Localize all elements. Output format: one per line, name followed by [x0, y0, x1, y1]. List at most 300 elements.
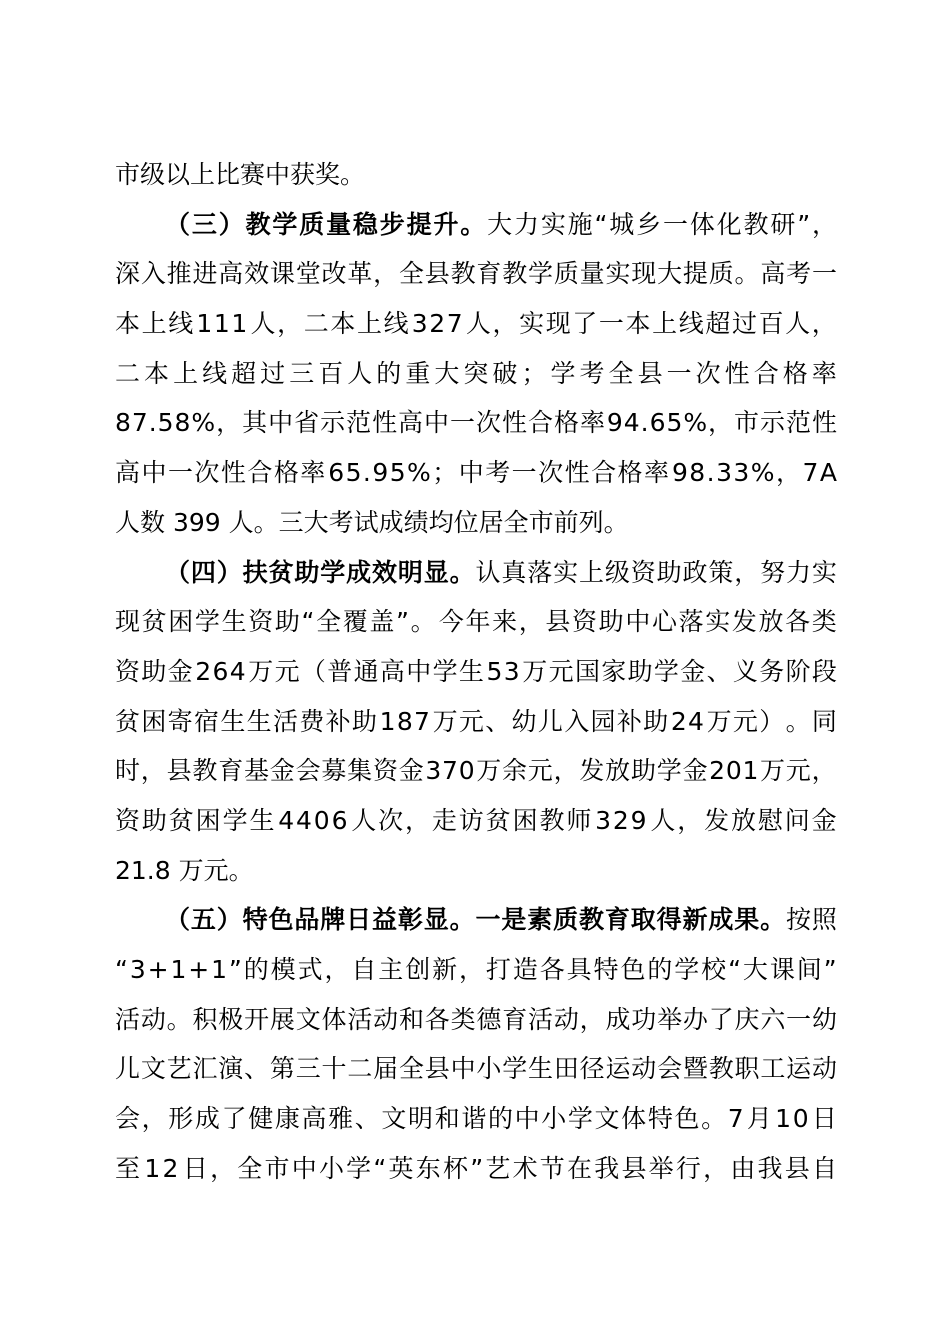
bold-heading-text-char: 显	[423, 905, 449, 935]
body-text-char: 7	[414, 706, 430, 736]
body-text-char: 格	[273, 458, 299, 488]
body-text-char: 市	[734, 408, 760, 438]
body-text-char: 动	[553, 1004, 579, 1034]
body-text-char: 量	[579, 259, 605, 289]
body-text-char: 文	[381, 1104, 407, 1134]
bold-heading-text-char: 升	[433, 209, 459, 239]
body-text-char: ”	[470, 1153, 484, 1183]
bold-heading-text-char: 日	[346, 905, 372, 935]
body-text-char: %	[750, 458, 775, 488]
body-text-char: 助	[656, 557, 682, 587]
body-text-char: 高	[760, 259, 786, 289]
body-text-char: .	[148, 408, 157, 438]
body-text-char: 健	[248, 1104, 274, 1134]
body-text-char: 的	[376, 358, 402, 388]
body-text-char: 提	[682, 259, 708, 289]
bold-heading-text-char: 。	[460, 209, 486, 239]
body-text-char: 人	[465, 309, 491, 339]
body-text-char: 家	[601, 656, 627, 686]
body-text-char: 重	[405, 358, 431, 388]
body-text-char: 体	[621, 1104, 647, 1134]
bold-heading-text-char: 。	[449, 557, 475, 587]
body-text-char: 大	[434, 358, 460, 388]
bold-heading-text-char: 素	[527, 905, 553, 935]
body-text: 市级以上比赛中获奖。	[115, 160, 366, 189]
body-text-char: 困	[195, 805, 221, 835]
body-text-char: 一	[167, 458, 193, 488]
body-text-char: 类	[811, 607, 837, 637]
body-text-char: 三	[295, 1054, 321, 1084]
body-text-char: 小	[476, 1054, 502, 1084]
body-text-char: 了	[221, 1104, 247, 1134]
body-text-char: 一	[666, 358, 692, 388]
document-body	[115, 150, 837, 1193]
body-text-char: 3	[595, 805, 612, 835]
body-text-char: 一	[511, 458, 537, 488]
body-text-char: 。	[785, 706, 811, 736]
body-text-char: ，	[141, 1104, 167, 1134]
body-text-char: 色	[674, 1104, 700, 1134]
body-text-char: 中	[458, 458, 484, 488]
body-text-char: 模	[270, 955, 296, 984]
body-text-char: 活	[347, 1004, 373, 1034]
body-text-char: ，	[703, 1153, 729, 1183]
body-text-char: 自	[811, 1153, 837, 1183]
text-line	[115, 995, 837, 1045]
body-text-char: 0	[725, 756, 742, 786]
body-text-char: 性	[501, 408, 527, 438]
body-text-char: 0	[792, 1104, 809, 1134]
body-text-char: 各	[785, 607, 811, 637]
bold-heading-text-char: （	[165, 905, 191, 935]
body-text-char: 上	[356, 309, 382, 339]
body-text-char: 1	[211, 955, 228, 984]
text-line	[115, 746, 837, 796]
body-text-char: 实	[553, 557, 579, 587]
body-text-char: 人	[347, 358, 373, 388]
body-text-char: 0	[458, 756, 475, 786]
body-text-char: 在	[567, 1153, 593, 1183]
body-text-char: 次	[378, 805, 404, 835]
body-text-char: 上	[652, 309, 678, 339]
body-text-char: 覆	[342, 607, 368, 637]
body-text-char: 新	[432, 955, 458, 984]
body-text-char: 1	[144, 1153, 161, 1183]
text-line	[115, 349, 837, 399]
body-text-char: 、	[354, 1104, 380, 1134]
body-text-char: 、	[244, 1054, 270, 1084]
body-text-char: 资	[372, 756, 398, 786]
body-text-char: 康	[274, 1104, 300, 1134]
bold-heading-text-char: （	[165, 209, 191, 239]
body-text-char: 助	[598, 607, 624, 637]
body-text-char: 6	[331, 805, 348, 835]
bold-heading-text-char: 是	[501, 905, 527, 935]
body-text-char: 本	[330, 309, 356, 339]
body-text-char: 一	[598, 309, 624, 339]
body-text-char: 质	[553, 259, 579, 289]
body-text-char: 学	[656, 756, 682, 786]
body-text-char: 万	[706, 706, 732, 736]
body-text-char: 次	[476, 408, 502, 438]
body-text-char: 教	[450, 259, 476, 289]
bold-heading-text-char: 学	[272, 209, 298, 239]
bold-heading-text-char: 得	[656, 905, 682, 935]
body-text-char: 研	[770, 209, 796, 239]
body-text-char: 过	[731, 309, 757, 339]
bold-heading-text-char: ）	[216, 905, 242, 935]
body-text-char: 9	[630, 805, 647, 835]
body-text-char: 万	[759, 756, 785, 786]
body-text-char: 至	[115, 1153, 141, 1183]
body-text-char: 放	[731, 805, 757, 835]
body-text-char: 访	[458, 805, 484, 835]
body-text-char: 术	[512, 1153, 538, 1183]
body-text-char: 万	[432, 706, 458, 736]
text-line	[115, 697, 837, 747]
body-text-char: 3	[733, 458, 750, 488]
body-text-char: 县	[621, 1153, 647, 1183]
body-text-char: ，	[553, 756, 579, 786]
body-text-char: 线	[168, 309, 194, 339]
body-text-char: 发	[704, 805, 730, 835]
body-text-char: 工	[760, 1054, 786, 1084]
body-text-char: 按	[786, 905, 812, 935]
body-text-char: 。	[734, 259, 760, 289]
body-text-char: 人	[650, 805, 676, 835]
text-line	[115, 498, 837, 548]
body-text-char: 9	[671, 458, 688, 488]
body-text-char: 格	[553, 408, 579, 438]
body-text-char: 年	[465, 607, 491, 637]
body-text-char: 7	[727, 1104, 744, 1134]
body-text-char: 运	[605, 1054, 631, 1084]
body-text-char: +	[188, 955, 210, 984]
body-text-char: 助	[630, 756, 656, 786]
body-text-char: +	[147, 955, 169, 984]
body-text-char: 贫	[485, 805, 511, 835]
text-line	[115, 895, 837, 945]
body-text-char: 高	[379, 656, 405, 686]
body-text-char: 第	[269, 1054, 295, 1084]
body-text-char: 时	[115, 756, 141, 786]
body-text-char: 庆	[734, 1004, 760, 1034]
body-text-char: 一	[450, 408, 476, 438]
body-text-char: 体	[689, 209, 715, 239]
body-text-char: 大	[487, 209, 513, 239]
body-text-char: 生	[220, 706, 246, 736]
text-line	[115, 1094, 837, 1144]
body-text-char: 市	[264, 1153, 290, 1183]
body-text-char: 普	[327, 656, 353, 686]
body-text-char: 1	[379, 706, 396, 736]
body-text-char: 汇	[192, 1054, 218, 1084]
body-text-char: 其	[242, 408, 268, 438]
body-text-char: 中	[625, 607, 651, 637]
body-text-char: 举	[648, 1153, 674, 1183]
body-text-char: 实	[540, 209, 566, 239]
body-text-char: ）	[759, 706, 785, 736]
body-text-char: 十	[321, 1054, 347, 1084]
body-text-char: 大	[742, 955, 768, 984]
body-text-char: 募	[321, 756, 347, 786]
body-text-char: 教	[502, 259, 528, 289]
body-text-char: 考	[485, 458, 511, 488]
body-text-char: 助	[141, 656, 167, 686]
bold-heading-text-char: 特	[242, 905, 268, 935]
body-text-char: 过	[260, 358, 286, 388]
body-text-char: 二	[303, 309, 329, 339]
body-text-char: 百	[318, 358, 344, 388]
body-text-char: 元	[458, 706, 484, 736]
body-text-char: 推	[166, 259, 192, 289]
body-text-char: ，	[811, 209, 837, 239]
body-text-char: 会	[295, 756, 321, 786]
body-text-char: 二	[347, 1054, 373, 1084]
body-text-char: 7	[442, 756, 458, 786]
body-text-char: 元	[732, 706, 758, 736]
text-line	[115, 1144, 837, 1194]
body-text-char: ，	[459, 955, 485, 984]
bold-heading-text-char: 成	[708, 905, 734, 935]
body-text-char: 3	[129, 955, 146, 984]
body-text-char: 式	[297, 955, 323, 984]
body-text: 人数 399 人。三大考试成绩均位居全市前列。	[115, 507, 629, 537]
body-text-char: 小	[318, 1153, 344, 1183]
body-text-char: 生	[221, 607, 247, 637]
body-text-char: 现	[631, 259, 657, 289]
body-text-char: “	[373, 1153, 387, 1183]
body-text-char: 4	[278, 805, 295, 835]
body-text-char: 3	[425, 756, 442, 786]
body-text-char: 费	[299, 706, 325, 736]
body-text-char: 、	[706, 656, 732, 686]
bold-heading-text-char: 学	[320, 557, 346, 587]
body-text-char: 贫	[115, 706, 141, 736]
body-text-char: 本	[625, 309, 651, 339]
body-text-char: 全	[316, 607, 342, 637]
body-text-char: 来	[492, 607, 518, 637]
body-text-char: 5	[486, 656, 503, 686]
body-text-char: 5	[157, 408, 174, 438]
body-text-char: 活	[115, 1004, 141, 1034]
body-text-char: 高	[115, 458, 141, 488]
body-text-char: 1	[231, 309, 248, 339]
body-text-char: 落	[678, 607, 704, 637]
body-text-char: 六	[760, 1004, 786, 1034]
body-text-char: 1	[213, 309, 230, 339]
body-text-char: ；	[521, 358, 547, 388]
body-text-char: 超	[231, 358, 257, 388]
body-text-char: 9	[606, 408, 623, 438]
bold-heading-text-char: 三	[191, 209, 217, 239]
body-text-char: 2	[162, 1153, 179, 1183]
body-text-char: ；	[432, 458, 458, 488]
body-text-char: 资	[115, 805, 141, 835]
text-line	[115, 647, 837, 697]
body-text-char: 8	[396, 706, 413, 736]
body-text-char: 学	[653, 656, 679, 686]
body-text-char: 3	[716, 458, 732, 488]
body-text-char: 开	[244, 1004, 270, 1034]
bold-heading-text-char: 育	[604, 905, 630, 935]
body-text-char: 政	[682, 557, 708, 587]
body-text-char: 艺	[485, 1153, 511, 1183]
body-text-char: 金	[811, 805, 837, 835]
body-text-char: 县	[424, 259, 450, 289]
body-text-char: 县	[166, 756, 192, 786]
body-text-char: 一	[662, 209, 688, 239]
body-text-char: 了	[708, 1004, 734, 1034]
body-text-char: 资	[115, 656, 141, 686]
body-text-char: 2	[429, 309, 446, 339]
body-text-char: 8	[689, 458, 706, 488]
body-text-char: 线	[202, 358, 228, 388]
body-text-char: ，	[734, 557, 760, 587]
body-text-char: 。	[166, 1004, 192, 1034]
body-text-char: 1	[196, 309, 213, 339]
body-text-char: 县	[424, 1054, 450, 1084]
body-text-char: 节	[539, 1153, 565, 1183]
body-text-char: （	[300, 656, 326, 686]
body-text-char: 线	[678, 309, 704, 339]
body-text-char: 间	[796, 955, 822, 984]
text-line	[115, 597, 837, 647]
text-line	[115, 398, 837, 448]
body-text-char: 育	[218, 756, 244, 786]
body-text-char: 6	[649, 408, 666, 438]
body-text-char: 发	[731, 607, 757, 637]
body-text-char: 幼	[511, 706, 537, 736]
body-text-char: 5	[666, 408, 683, 438]
bold-heading-text-char: 质	[553, 905, 579, 935]
body-text-char: 全	[237, 1153, 263, 1183]
bold-heading-text-char: 稳	[352, 209, 378, 239]
body-text-char: ，	[277, 309, 303, 339]
body-text: 21.8 万元。	[115, 855, 254, 885]
bold-heading-text-char: 显	[423, 557, 449, 587]
body-text-char: 育	[476, 259, 502, 289]
body-text-char: 人	[351, 805, 377, 835]
body-text-char: 学	[194, 607, 220, 637]
body-text-char: 深	[115, 259, 141, 289]
body-text-char: 中	[268, 408, 294, 438]
body-text-char: 施	[567, 209, 593, 239]
body-text-char: 革	[347, 259, 373, 289]
body-text-char: 范	[346, 408, 372, 438]
body-text-char: 三	[289, 358, 315, 388]
text-line	[115, 249, 837, 299]
body-text-char: 造	[512, 955, 538, 984]
body-text-char: .	[706, 458, 715, 488]
body-text-char: 体	[321, 1004, 347, 1034]
body-text-char: 校	[701, 955, 727, 984]
body-text-char: 职	[734, 1054, 760, 1084]
body-text-char: 活	[528, 1004, 554, 1034]
body-text-char: 具	[566, 955, 592, 984]
body-text-char: 会	[657, 1054, 683, 1084]
body-text-char: 儿	[115, 1054, 141, 1084]
body-text-char: 生	[249, 805, 275, 835]
body-text-char: 7	[802, 458, 819, 488]
body-text-char: .	[362, 458, 371, 488]
body-text-char: 元	[527, 756, 553, 786]
body-text-char: 动	[140, 1004, 166, 1034]
body-text-char: 县	[784, 1153, 810, 1183]
bold-heading-text-char: 教	[579, 905, 605, 935]
body-text-char: 人	[250, 309, 276, 339]
body-text-char: 生	[528, 1054, 554, 1084]
body-text-char: 性	[811, 408, 837, 438]
body-text-char: 色	[620, 955, 646, 984]
body-text-char: 上	[173, 358, 199, 388]
text-line	[115, 796, 837, 846]
body-text-char: %	[407, 458, 431, 488]
body-text-char: 4	[623, 408, 640, 438]
body-text-char: 5	[389, 458, 406, 488]
body-text-char: 。	[410, 607, 436, 637]
bold-heading-text-char: 。	[760, 905, 786, 935]
body-text-char: 困	[168, 607, 194, 637]
body-text-char: 动	[811, 1054, 837, 1084]
body-text-char: 中	[514, 1104, 540, 1134]
body-text-char: 元	[548, 656, 574, 686]
body-text-char: 演	[218, 1054, 244, 1084]
bold-heading-text-char: 。	[449, 905, 475, 935]
body-text-char: 合	[591, 458, 617, 488]
body-text-char: 6	[212, 656, 229, 686]
body-text-char: 学	[222, 805, 248, 835]
body-text-char: 集	[347, 756, 373, 786]
body-text-char: 盖	[369, 607, 395, 637]
body-text-char: 教	[743, 209, 769, 239]
body-text-char: 一	[811, 259, 837, 289]
body-text-char: 和	[434, 1104, 460, 1134]
body-text-char: 元	[785, 756, 811, 786]
body-text-char: 百	[758, 309, 784, 339]
body-text-char: 教	[539, 805, 565, 835]
body-text-char: 慰	[757, 805, 783, 835]
body-text-char: 田	[553, 1054, 579, 1084]
body-text-char: 发	[579, 756, 605, 786]
body-text-char: “	[115, 955, 128, 984]
body-text-char: 放	[605, 756, 631, 786]
body-text-char: 性	[564, 458, 590, 488]
body-text-char: 质	[708, 259, 734, 289]
body-text-char: 阶	[785, 656, 811, 686]
body-text-char: 。	[701, 1104, 727, 1134]
bold-heading-text-char: 取	[630, 905, 656, 935]
body-text-char: 形	[168, 1104, 194, 1134]
body-text-char: ，	[324, 955, 350, 984]
body-text-char: 资	[248, 607, 274, 637]
body-text-char: ，	[492, 309, 518, 339]
body-text-char: 展	[269, 1004, 295, 1034]
body-text-char: 全	[608, 358, 634, 388]
body-text-char: 的	[487, 1104, 513, 1134]
body-text-char: 积	[192, 1004, 218, 1034]
body-text-char: 日	[182, 1153, 208, 1183]
body-text-char: 城	[609, 209, 635, 239]
body-text-char: 率	[644, 458, 670, 488]
body-text-char: 万	[248, 656, 274, 686]
body-text-char: 东	[415, 1153, 441, 1183]
body-text-char: 走	[431, 805, 457, 835]
body-text-char: ，	[708, 408, 734, 438]
body-text-char: 文	[594, 1104, 620, 1134]
body-text-char: 学	[674, 955, 700, 984]
body-text-char: 学	[432, 656, 458, 686]
